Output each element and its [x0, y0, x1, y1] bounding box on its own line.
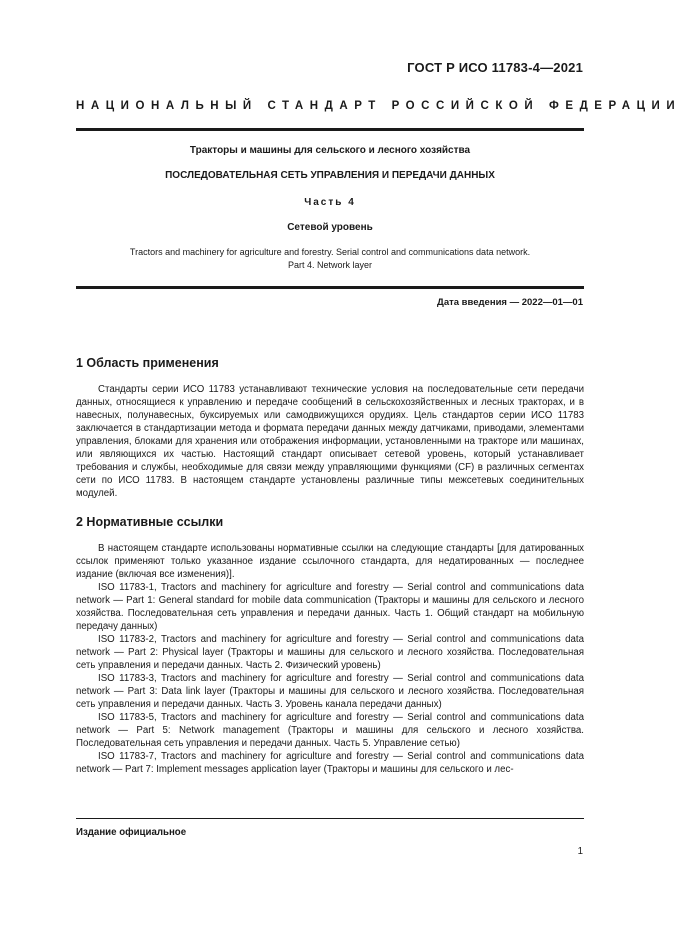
section-2-heading: 2 Нормативные ссылки — [76, 515, 224, 529]
reference-iso-11783-3: ISO 11783-3, Tractors and machinery for agriculture and forestry — Serial control and communications data network — Part 3: Data link layer (Тракторы и машины для сельского и лесного хозяйства. Последовательная сеть управления и передачи данных. Часть 3. Уровень канала передачи данных) — [76, 673, 584, 710]
official-edition-label: Издание официальное — [76, 827, 187, 838]
title-part-name: Сетевой уровень — [287, 222, 373, 233]
reference-iso-11783-2: ISO 11783-2, Tractors and machinery for agriculture and forestry — Serial control and communications data network — Part 2: Physical layer (Тракторы и машины для сельского и лесного хозяйства. Последовательная сеть управления и передачи данных. Часть 2. Физический уровень) — [76, 634, 584, 671]
section-1-paragraph: Стандарты серии ИСО 11783 устанавливают технические условия на последовательные сети передачи данных, относящиеся к управлению и передаче сообщений в сельскохозяйственных и лесных тракторах, и в навесных, полунавесных, буксируемых или самодвижущихся орудиях. Цель стандартов серии ИСО 11783 заключается в стандартизации метода и формата передачи данных между датчиками, приводами, элементами управления, блоками для хранения или отображения информации, установленными на тракторе или машинах, или являющихся их частью. Настоящий стандарт описывает сетевой уровень, который устанавливает требования и службы, необходимые для связи между управляющими функциями (CF) в различных сегментах сети по ИСО 11783. В настоящем стандарте установлены различные типы межсетевых соединительных модулей. — [76, 384, 584, 499]
national-standard-banner: НАЦИОНАЛЬНЫЙ СТАНДАРТ РОССИЙСКОЙ ФЕДЕРАЦИИ — [76, 100, 681, 112]
title-divider — [76, 286, 584, 289]
header-divider — [76, 128, 584, 131]
section-1-heading: 1 Область применения — [76, 356, 219, 370]
introduction-date: Дата введения — 2022—01—01 — [437, 297, 583, 308]
title-line-2: ПОСЛЕДОВАТЕЛЬНАЯ СЕТЬ УПРАВЛЕНИЯ И ПЕРЕДАЧИ ДАННЫХ — [165, 170, 495, 181]
title-line-1: Тракторы и машины для сельского и лесного хозяйства — [189, 145, 471, 156]
reference-iso-11783-1: ISO 11783-1, Tractors and machinery for agriculture and forestry — Serial control and communications data network — Part 1: General standard for mobile data communication (Тракторы и машины для сельского и лесного хозяйства. Последовательная сеть управления и передачи данных. Часть 1. Общий стандарт на мобильную передачу данных) — [76, 582, 584, 632]
english-title-line-1: Tractors and machinery for agriculture and forestry. Serial control and communications data network. — [129, 247, 531, 257]
reference-iso-11783-7: ISO 11783-7, Tractors and machinery for agriculture and forestry — Serial control and communications data network — Part 7: Implement messages application layer (Тракторы и машины для сельского и лес- — [76, 751, 584, 775]
main-content — [76, 355, 584, 776]
page-number: 1 — [577, 846, 583, 857]
section-2-paragraph: В настоящем стандарте использованы нормативные ссылки на следующие стандарты [для датированных ссылок применяют только указанное издание ссылочного стандарта, для недатированных — последнее издание (включая все изменения)]. — [76, 543, 584, 580]
footer-divider — [76, 818, 584, 819]
english-title — [76, 246, 584, 272]
title-part: Часть 4 — [304, 197, 356, 208]
reference-iso-11783-5: ISO 11783-5, Tractors and machinery for agriculture and forestry — Serial control and communications data network — Part 5: Network management (Тракторы и машины для сельского и лесного хозяйства. Последовательная сеть управления и передачи данных. Часть 5. Управление сетью) — [76, 712, 584, 749]
standard-code: ГОСТ Р ИСО 11783-4—2021 — [407, 60, 583, 75]
english-title-line-2: Part 4. Network layer — [287, 260, 373, 270]
